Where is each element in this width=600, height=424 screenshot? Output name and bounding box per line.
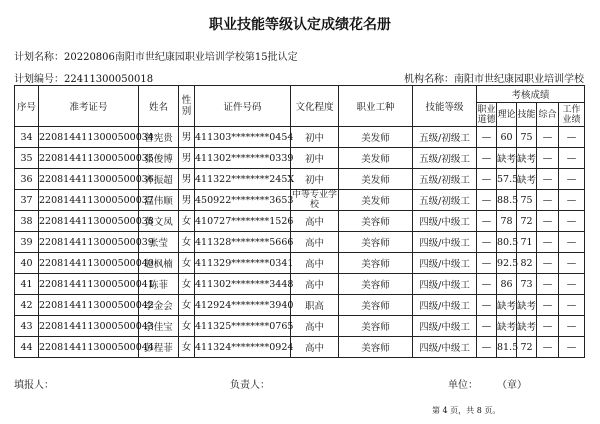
table-row: [15, 148, 585, 169]
cell-moral: —: [477, 148, 497, 169]
cell-work: —: [559, 337, 585, 358]
cell-seq: 38: [15, 211, 39, 232]
table-row: [15, 337, 585, 358]
cell-skill: 72: [517, 337, 537, 358]
cell-theory: 60: [497, 127, 517, 148]
cell-cert-no: 2208144113000500037: [39, 190, 139, 211]
cell-cert-no: 2208144113000500041: [39, 274, 139, 295]
header-work: 工作业绩: [559, 103, 585, 127]
cell-occupation: 美发师: [339, 169, 413, 190]
org-value: 南阳市世纪康园职业培训学校: [454, 74, 584, 85]
cell-overall: —: [537, 190, 559, 211]
cell-id-no: 410727********1526: [195, 211, 291, 232]
cell-overall: —: [537, 148, 559, 169]
table-row: [15, 232, 585, 253]
cell-theory: 57.5: [497, 169, 517, 190]
plan-name-value: 20220806南阳市世纪康园职业培训学校第15批认定: [64, 52, 298, 63]
cell-overall: —: [537, 211, 559, 232]
cell-skill: 缺考: [517, 169, 537, 190]
cell-overall: —: [537, 337, 559, 358]
cell-overall: —: [537, 295, 559, 316]
cell-gender: 女: [179, 211, 195, 232]
cell-name: 黄文凤: [139, 211, 179, 232]
cell-work: —: [559, 232, 585, 253]
header-skill: 技能: [517, 103, 537, 127]
cell-occupation: 美发师: [339, 127, 413, 148]
cell-theory: 86: [497, 274, 517, 295]
cell-cert-no: 2208144113000500038: [39, 211, 139, 232]
cell-theory: 缺考: [497, 316, 517, 337]
cell-overall: —: [537, 274, 559, 295]
unit-label: 单位：: [448, 380, 478, 391]
cell-level: 四级/中级工: [413, 253, 477, 274]
cell-gender: 女: [179, 316, 195, 337]
cell-work: —: [559, 127, 585, 148]
page-title: 职业技能等级认定成绩花名册: [209, 17, 391, 33]
cell-occupation: 美容师: [339, 211, 413, 232]
org-line: [404, 70, 584, 85]
cell-gender: 女: [179, 253, 195, 274]
cell-gender: 女: [179, 295, 195, 316]
cell-id-no: 412924********3940: [195, 295, 291, 316]
cell-moral: —: [477, 337, 497, 358]
header-scores: 考核成绩: [477, 86, 585, 103]
cell-name: 彭程菲: [139, 337, 179, 358]
plan-no-label: 计划编号：: [14, 74, 64, 85]
cell-skill: 72: [517, 211, 537, 232]
cell-skill: 缺考: [517, 316, 537, 337]
cell-id-no: 411324********0924: [195, 337, 291, 358]
cell-education: 高中: [291, 337, 339, 358]
cell-name: 赵枫楠: [139, 253, 179, 274]
table-row: [15, 169, 585, 190]
cell-overall: —: [537, 169, 559, 190]
table-row: [15, 295, 585, 316]
cell-education: 高中: [291, 316, 339, 337]
table-row: [15, 253, 585, 274]
cell-seq: 44: [15, 337, 39, 358]
cell-skill: 75: [517, 127, 537, 148]
cell-overall: —: [537, 232, 559, 253]
cell-level: 四级/中级工: [413, 274, 477, 295]
cell-skill: 缺考: [517, 295, 537, 316]
header-name: 姓名: [139, 86, 179, 127]
table-row: [15, 127, 585, 148]
cell-work: —: [559, 148, 585, 169]
header-gender: 性别: [179, 86, 195, 127]
cell-overall: —: [537, 316, 559, 337]
cell-level: 四级/中级工: [413, 232, 477, 253]
cell-work: —: [559, 295, 585, 316]
page-counter: 第 4 页，共 8 页。: [432, 406, 501, 415]
cell-id-no: 411302********3448: [195, 274, 291, 295]
cell-seq: 34: [15, 127, 39, 148]
cell-cert-no: 2208144113000500034: [39, 127, 139, 148]
responsible-label: 负责人：: [230, 380, 270, 391]
cell-moral: —: [477, 295, 497, 316]
header-level: 技能等级: [413, 86, 477, 127]
cell-occupation: 美容师: [339, 337, 413, 358]
cell-moral: —: [477, 274, 497, 295]
cell-work: —: [559, 253, 585, 274]
cell-name: 李金会: [139, 295, 179, 316]
header-seq: 序号: [15, 86, 39, 127]
cell-id-no: 411302********0339: [195, 148, 291, 169]
cell-seq: 41: [15, 274, 39, 295]
cell-gender: 女: [179, 232, 195, 253]
cell-seq: 43: [15, 316, 39, 337]
cell-id-no: 411303********0454: [195, 127, 291, 148]
cell-cert-no: 2208144113000500035: [39, 148, 139, 169]
cell-seq: 37: [15, 190, 39, 211]
cell-gender: 男: [179, 169, 195, 190]
cell-overall: —: [537, 253, 559, 274]
header-occupation: 职业工种: [339, 86, 413, 127]
org-label: 机构名称：: [404, 74, 454, 85]
cell-name: 曾宪贵: [139, 127, 179, 148]
cell-occupation: 美发师: [339, 148, 413, 169]
plan-name-line: [14, 48, 298, 63]
cell-level: 五级/初级工: [413, 148, 477, 169]
cell-occupation: 美容师: [339, 316, 413, 337]
table-row: [15, 211, 585, 232]
cell-moral: —: [477, 190, 497, 211]
cell-education: 初中: [291, 148, 339, 169]
cell-theory: 缺考: [497, 295, 517, 316]
cell-skill: 71: [517, 232, 537, 253]
cell-gender: 男: [179, 127, 195, 148]
table-row: [15, 274, 585, 295]
cell-work: —: [559, 190, 585, 211]
cell-id-no: 411322********245X: [195, 169, 291, 190]
cell-theory: 80.5: [497, 232, 517, 253]
cell-theory: 缺考: [497, 148, 517, 169]
cell-moral: —: [477, 316, 497, 337]
cell-gender: 男: [179, 190, 195, 211]
cell-theory: 78: [497, 211, 517, 232]
cell-skill: 82: [517, 253, 537, 274]
cell-occupation: 美容师: [339, 295, 413, 316]
cell-education: 中等专业学校: [291, 190, 337, 210]
cell-moral: —: [477, 253, 497, 274]
cell-education: 高中: [291, 211, 339, 232]
cell-id-no: 411328********5666: [195, 232, 291, 253]
cell-theory: 88.5: [497, 190, 517, 211]
cell-work: —: [559, 169, 585, 190]
cell-moral: —: [477, 232, 497, 253]
cell-id-no: 411329********0341: [195, 253, 291, 274]
cell-education: 高中: [291, 253, 339, 274]
cell-theory: 81.5: [497, 337, 517, 358]
plan-name-label: 计划名称：: [14, 52, 64, 63]
cell-cert-no: 2208144113000500036: [39, 169, 139, 190]
seal-label: （章）: [497, 380, 527, 391]
cell-seq: 42: [15, 295, 39, 316]
cell-name: 陈菲: [139, 274, 179, 295]
plan-no-value: 22411300050018: [64, 74, 154, 85]
header-moral: 职业道德: [477, 104, 496, 125]
cell-moral: —: [477, 127, 497, 148]
cell-id-no: 450922********3653: [195, 190, 291, 211]
cell-seq: 35: [15, 148, 39, 169]
cell-skill: 73: [517, 274, 537, 295]
cell-seq: 36: [15, 169, 39, 190]
cell-cert-no: 2208144113000500040: [39, 253, 139, 274]
cell-overall: —: [537, 127, 559, 148]
table-row: [15, 316, 585, 337]
cell-education: 高中: [291, 274, 339, 295]
cell-moral: —: [477, 211, 497, 232]
cell-occupation: 美容师: [339, 253, 413, 274]
cell-education: 初中: [291, 127, 339, 148]
cell-moral: —: [477, 169, 497, 190]
cell-name: 余佳宝: [139, 316, 179, 337]
cell-education: 职高: [291, 295, 339, 316]
cell-name: 齐振超: [139, 169, 179, 190]
cell-level: 四级/中级工: [413, 337, 477, 358]
cell-level: 五级/初级工: [413, 127, 477, 148]
header-cert-no: 准考证号: [39, 86, 139, 127]
cell-level: 四级/中级工: [413, 295, 477, 316]
cell-education: 初中: [291, 169, 339, 190]
cell-education: 高中: [291, 232, 339, 253]
cell-cert-no: 2208144113000500042: [39, 295, 139, 316]
table-row: [15, 190, 585, 211]
plan-no-line: [14, 70, 153, 85]
cell-level: 五级/初级工: [413, 190, 477, 211]
cell-skill: 75: [517, 190, 537, 211]
cell-name: 张莹: [139, 232, 179, 253]
cell-seq: 40: [15, 253, 39, 274]
cell-occupation: 美容师: [339, 274, 413, 295]
cell-work: —: [559, 316, 585, 337]
cell-theory: 92.5: [497, 253, 517, 274]
cell-seq: 39: [15, 232, 39, 253]
header-theory: 理论: [497, 103, 517, 127]
cell-work: —: [559, 274, 585, 295]
header-education: 文化程度: [291, 86, 339, 127]
cell-gender: 女: [179, 274, 195, 295]
cell-cert-no: 2208144113000500044: [39, 337, 139, 358]
cell-occupation: 美发师: [339, 190, 413, 211]
cell-level: 四级/中级工: [413, 316, 477, 337]
cell-occupation: 美容师: [339, 232, 413, 253]
cell-gender: 女: [179, 337, 195, 358]
cell-work: —: [559, 211, 585, 232]
cell-level: 四级/中级工: [413, 211, 477, 232]
cell-level: 五级/初级工: [413, 169, 477, 190]
cell-name: 张俊博: [139, 148, 179, 169]
cell-cert-no: 2208144113000500043: [39, 316, 139, 337]
header-overall: 综合: [537, 103, 559, 127]
filler-label: 填报人：: [14, 380, 54, 391]
header-id-no: 证件号码: [195, 86, 291, 127]
score-table: [14, 85, 585, 358]
cell-id-no: 411325********0765: [195, 316, 291, 337]
cell-skill: 缺考: [517, 148, 537, 169]
cell-gender: 男: [179, 148, 195, 169]
cell-cert-no: 2208144113000500039: [39, 232, 139, 253]
cell-name: 温伟顺: [139, 190, 179, 211]
